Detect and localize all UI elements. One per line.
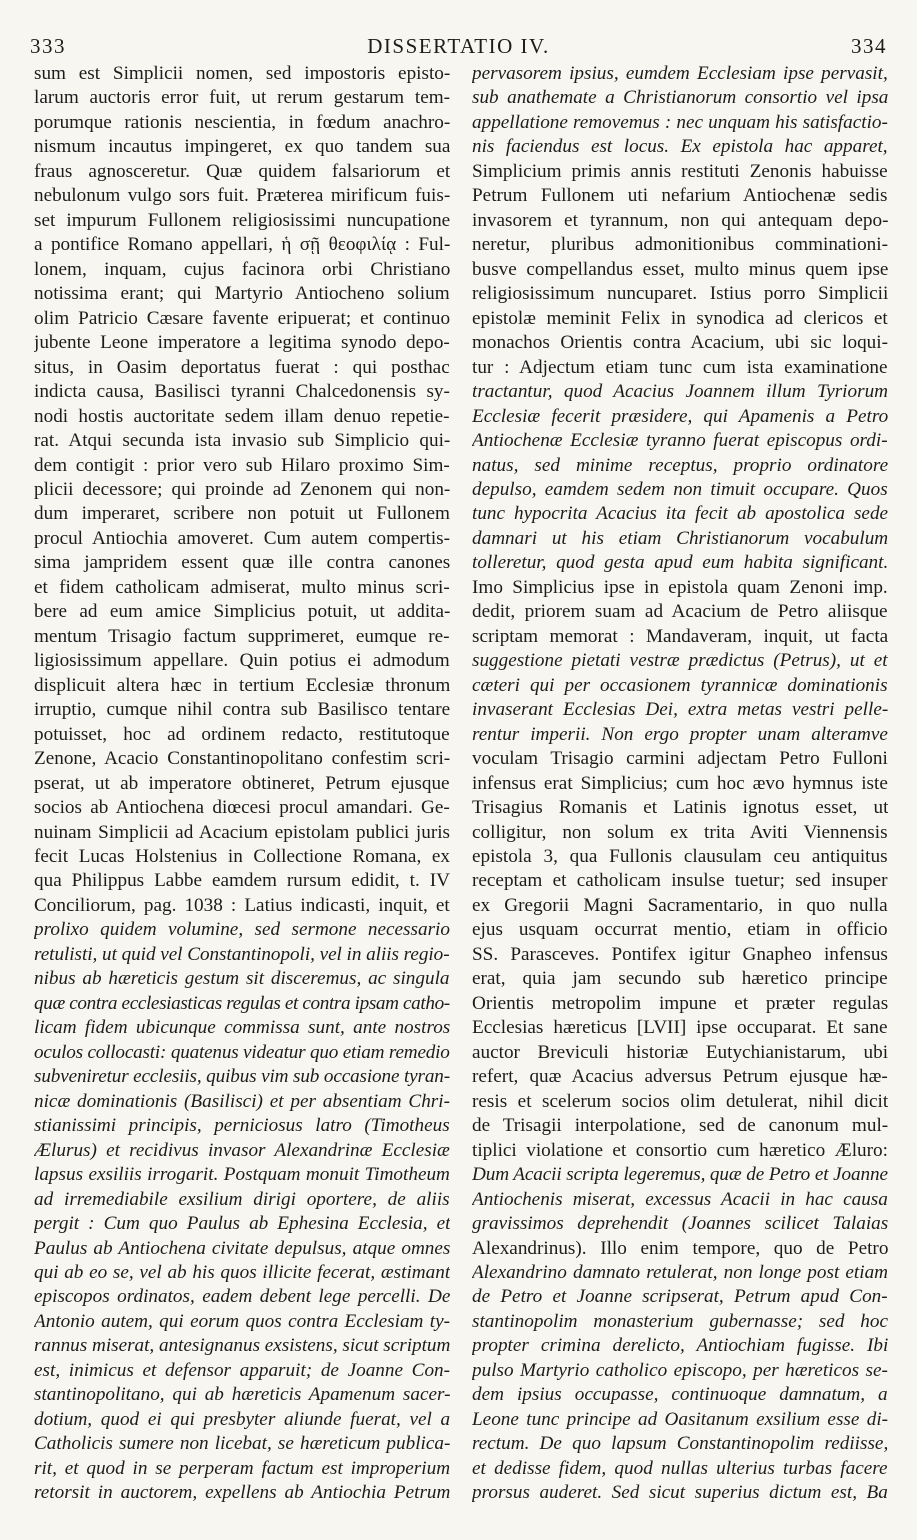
text-line: potuisset, hoc ad ordinem redacto, restitutoque: [34, 723, 450, 745]
text-line: Ecclesias hæreticus [LVII] ipse occuparat. Et sane: [472, 1017, 888, 1039]
text-line: Petrum Fullonem uti nefarium Antiochenæ sedis: [472, 185, 888, 207]
text-line: a pontifice Romano appellari, ἡ σῇ θεοφιλίᾳ : Ful-: [34, 234, 450, 256]
text-line: qua Philippus Labbe eamdem rursum edidit, t. IV: [34, 870, 450, 892]
text-line: dem contigit : prior vero sub Hilaro proximo Sim-: [34, 454, 450, 476]
text-line: lapsus exsiliis irrogarit. Postquam monuit Timotheum: [34, 1164, 450, 1186]
text-line: Orientis metropolim impune et præter regulas: [472, 992, 888, 1014]
text-line: Ælurus) et recidivus invasor Alexandrinæ Ecclesiæ: [34, 1139, 450, 1161]
text-line: Conciliorum, pag. 1038 : Latius indicasti, inquit, et: [34, 894, 450, 916]
page-number-left: 333: [30, 34, 66, 58]
text-line: set impurum Fullonem religiosissimi nuncupatione: [34, 209, 450, 231]
text-line: gravissimos deprehendit (Joannes scilicet Talaias: [472, 1213, 888, 1235]
right-text-column: [472, 62, 888, 1506]
text-line: fecit Lucas Holstenius in Collectione Romana, ex: [34, 846, 450, 867]
text-line: epistola 3, qua Fullonis clausulam ceu antiquitus: [472, 846, 888, 867]
text-line: depulso, eamdem sedem non timuit occupare. Quos: [472, 478, 888, 500]
text-line: larum auctoris error fuit, ut rerum gestarum tem-: [34, 87, 450, 109]
text-line: monachos Orientis contra Acacium, ubi sic loqui-: [472, 332, 888, 354]
text-line: Antonio autem, qui eorum quos contra Ecclesiam ty-: [34, 1310, 450, 1332]
text-line: Catholicis sumere non licebat, se hæreticum publica-: [34, 1433, 450, 1455]
running-title: DISSERTATIO IV.: [367, 34, 550, 58]
text-line: Dum Acacii scripta legeremus, quæ de Petro et Joanne: [472, 1164, 888, 1186]
text-line: voculam Trisagio carmini adjectam Petro Fulloni: [472, 748, 888, 770]
text-line: socios ab Antiochena diœcesi procul amandari. Ge-: [34, 797, 450, 819]
text-line: retulisti, ut quid vel Constantinopoli, vel in aliis regio-: [34, 943, 450, 965]
text-line: tractantur, quod Acacius Joannem illum Tyriorum: [472, 381, 888, 403]
text-line: sima jampridem essent quæ ille contra canones: [34, 552, 450, 574]
text-line: rat. Atqui secunda ista invasio sub Simplicio qui-: [34, 430, 450, 452]
text-line: situs, in Oasim deportatus fuerat : qui posthac: [34, 356, 450, 378]
text-line: nuinam Simplicii ad Acacium epistolam publici juris: [34, 821, 450, 843]
text-line: mentum Trisagio factum supprimeret, eumque re-: [34, 625, 450, 647]
text-line: prolixo quidem volumine, sed sermone necessario: [34, 919, 450, 941]
text-line: qui ab eo se, vel ab his quos illicite fecerat, æstimant: [34, 1261, 450, 1283]
text-line: Antiochenæ Ecclesiæ tyranno fuerat episcopus ordi-: [472, 430, 888, 452]
text-line: appellatione removemus : nec unquam his satisfactio-: [472, 111, 888, 133]
text-line: stantinopolim monasterium gubernasse; sed hoc: [472, 1310, 888, 1332]
text-line: colligitur, non solum ex trita Aviti Viennensis: [472, 821, 888, 843]
text-line: religiosissimum nuncuparet. Istius porro Simplicii: [472, 283, 888, 305]
text-line: Simplicium primis annis restituti Zenonis habuisse: [472, 160, 888, 182]
text-line: dum imperaret, scribere non potuit ut Fullonem: [34, 503, 450, 525]
text-line: ligiosissimum appellare. Quin potius ei admodum: [34, 650, 450, 672]
text-line: cæteri qui per occasionem tyrannicæ dominationis: [472, 674, 888, 696]
text-line: episcopos ordinatos, eadem debent lege percelli. De: [34, 1286, 450, 1308]
text-line: retorsit in auctorem, expellens ab Antiochia Petrum: [34, 1482, 450, 1504]
text-line: suggestione pietati vestræ prædictus (Petrus), ut et: [472, 650, 888, 672]
text-line: notissima erant; qui Martyrio Antiocheno solium: [34, 283, 450, 305]
text-line: refert, quæ Acacius adversus Petrum ejusque hæ-: [472, 1066, 888, 1088]
text-line: sum est Simplicii nomen, sed impostoris episto-: [34, 63, 450, 84]
text-line: tur : Adjectum etiam tunc cum ista examinatione: [472, 356, 888, 378]
text-line: resis et scelerum socios olim detulerat, nihil dicit: [472, 1090, 888, 1112]
text-line: tiplici violatione et consortio cum hæretico Æluro:: [472, 1139, 888, 1161]
text-line: et dedisse fidem, quod nullas ulterius turbas facere: [472, 1457, 888, 1479]
text-line: Alexandrino damnato retulerat, non longe post etiam: [472, 1261, 888, 1283]
text-line: Alexandrinus). Illo enim tempore, quo de Petro: [472, 1237, 888, 1259]
text-line: indicta causa, Basilisci tyranni Chalcedonensis sy-: [34, 381, 450, 403]
text-line: dem ipsius occupasse, continuoque damnatum, a: [472, 1384, 888, 1406]
left-text-column: [34, 62, 450, 1506]
text-line: erat, quia jam secundo sub hæretico principe: [472, 968, 888, 990]
text-line: epistolæ meminit Felix in synodica ad clericos et: [472, 307, 888, 329]
text-line: bere ad eum amice Simplicius potuit, ut addita-: [34, 601, 450, 623]
text-line: pergit : Cum quo Paulus ab Ephesina Ecclesia, et: [34, 1213, 450, 1235]
text-line: de Trisagii interpolatione, sed de canonum mul-: [472, 1115, 888, 1137]
text-line: rit, et quod in se perperam factum est improperium: [34, 1457, 450, 1479]
text-line: Trisagius Romanis et Latinis ignotus esset, ut: [472, 797, 888, 819]
text-line: displicuit altera hæc in tertium Ecclesiæ thronum: [34, 674, 450, 696]
text-line: stianissimi principis, perniciosus latro (Timotheus: [34, 1115, 450, 1137]
text-line: nibus ab hæreticis gestum sit disceremus, ac singula: [34, 968, 450, 990]
text-line: licam fidem ubicunque commissa sunt, ante nostros: [34, 1017, 450, 1039]
text-line: stantinopolitano, qui ab hæreticis Apamenum sacer-: [34, 1384, 450, 1406]
text-line: neretur, pluribus admonitionibus comminationi-: [472, 234, 888, 256]
text-line: rannus miserat, antesignanus exsistens, sicut scriptum: [34, 1335, 450, 1357]
text-line: nebulonum vulgo sors fuit. Præterea mirificum fuis-: [34, 185, 450, 207]
text-line: SS. Parasceves. Pontifex igitur Gnapheo infensus: [472, 943, 888, 965]
text-line: invaserant Ecclesias Dei, extra metas vestri pelle-: [472, 699, 888, 721]
text-line: tunc hypocrita Acacius ita fecit ab apostolica sede: [472, 503, 888, 525]
text-line: et fidem catholicam admiserat, multo minus scri-: [34, 576, 450, 598]
text-line: rentur imperii. Non ergo propter unam alteramve: [472, 723, 888, 745]
text-line: invasorem et tyrannum, non qui antequam depo-: [472, 209, 888, 231]
text-line: auctor Breviculi historiæ Eutychianistarum, ubi: [472, 1041, 888, 1063]
text-line: Ecclesiæ fecerit præsidere, qui Apamenis a Petro: [472, 405, 888, 427]
text-line: prorsus auderet. Sed sicut superius dictum est, Ba: [472, 1482, 888, 1504]
text-line: fraus agnosceretur. Quæ quidem falsariorum et: [34, 160, 450, 182]
text-line: propter crimina derelicto, Antiochiam fugisse. Ibi: [472, 1335, 888, 1357]
page-number-right: 334: [851, 34, 887, 58]
text-line: pulso Martyrio catholico episcopo, per hæreticos se-: [472, 1359, 888, 1381]
text-line: lonem, inquam, cujus facinora orbi Christiano: [34, 258, 450, 280]
text-line: rectum. De quo lapsum Constantinopolim rediisse,: [472, 1433, 888, 1455]
text-line: tolleretur, quod gesta apud eum habita significant.: [472, 552, 888, 574]
text-line: infensus erat Simplicius; cum hoc ævo hymnus iste: [472, 772, 888, 794]
text-line: dotium, quod ei qui presbyter aliunde fuerat, vel a: [34, 1408, 450, 1430]
text-line: natus, sed minime receptus, proprio ordinatore: [472, 454, 888, 476]
text-line: procul Antiochia amoveret. Cum autem compertis-: [34, 527, 450, 549]
text-line: irruptio, cumque nihil contra sub Basilisco tentare: [34, 699, 450, 721]
text-line: ad irremediabile exsilium dirigi oportere, de aliis: [34, 1188, 450, 1210]
text-line: plicii decessore; qui proinde ad Zenonem qui non-: [34, 478, 450, 500]
text-line: ex Gregorii Magni Sacramentario, in quo nulla: [472, 894, 888, 916]
text-line: Paulus ab Antiochena civitate depulsus, atque omnes: [34, 1237, 450, 1259]
running-head: [30, 34, 887, 62]
text-line: Zenone, Acacio Constantinopolitano confestim scri-: [34, 748, 450, 770]
text-line: pserat, ut ab imperatore obtineret, Petrum ejusque: [34, 772, 450, 794]
text-line: pervasorem ipsius, eumdem Ecclesiam ipse pervasit,: [472, 63, 888, 84]
text-line: Antiochenis miserat, excessus Acacii in hac causa: [472, 1188, 888, 1210]
text-line: oculos collocasti: quatenus videatur quo etiam remedio: [34, 1041, 450, 1063]
text-line: quæ contra ecclesiasticas regulas et contra ipsam catho-: [34, 992, 450, 1014]
text-line: nis faciendus est locus. Ex epistola hac apparet,: [472, 136, 888, 158]
text-line: est, inimicus et defensor apparuit; de Joanne Con-: [34, 1359, 450, 1381]
text-line: Imo Simplicius ipse in epistola quam Zenoni imp.: [472, 576, 888, 598]
text-line: receptam et catholicam insulse tuetur; sed insuper: [472, 870, 888, 892]
text-line: jubente Leone imperatore a legitima synodo depo-: [34, 332, 450, 354]
text-line: sub anathemate a Christianorum consortio vel ipsa: [472, 87, 888, 109]
text-line: porumque rationis nescientia, in fœdum anachro-: [34, 111, 450, 133]
text-line: scriptam memorat : Mandaveram, inquit, ut facta: [472, 625, 888, 647]
text-line: dedit, priorem suam ad Acacium de Petro aliisque: [472, 601, 888, 623]
text-line: busve compellandus esset, multo minus quem ipse: [472, 258, 888, 280]
text-line: ejus usquam occurrat mentio, etiam in officio: [472, 919, 888, 941]
text-line: subveniretur ecclesiis, quibus vim sub occasione tyran-: [34, 1066, 450, 1088]
text-line: Leone tunc principe ad Oasitanum exsilium esse di-: [472, 1408, 888, 1430]
text-line: de Petro et Joanne scripserat, Petrum apud Con-: [472, 1286, 888, 1308]
text-line: olim Patricio Cæsare favente eripuerat; et continuo: [34, 307, 450, 329]
text-line: damnari ut his etiam Christianorum vocabulum: [472, 527, 888, 549]
text-line: nismum incautus impingeret, ex quo tandem sua: [34, 136, 450, 158]
text-line: nicæ dominationis (Basilisci) et per absentiam Chri-: [34, 1090, 450, 1112]
text-line: nodi hostis auctoritate sedem illam denuo repetie-: [34, 405, 450, 427]
